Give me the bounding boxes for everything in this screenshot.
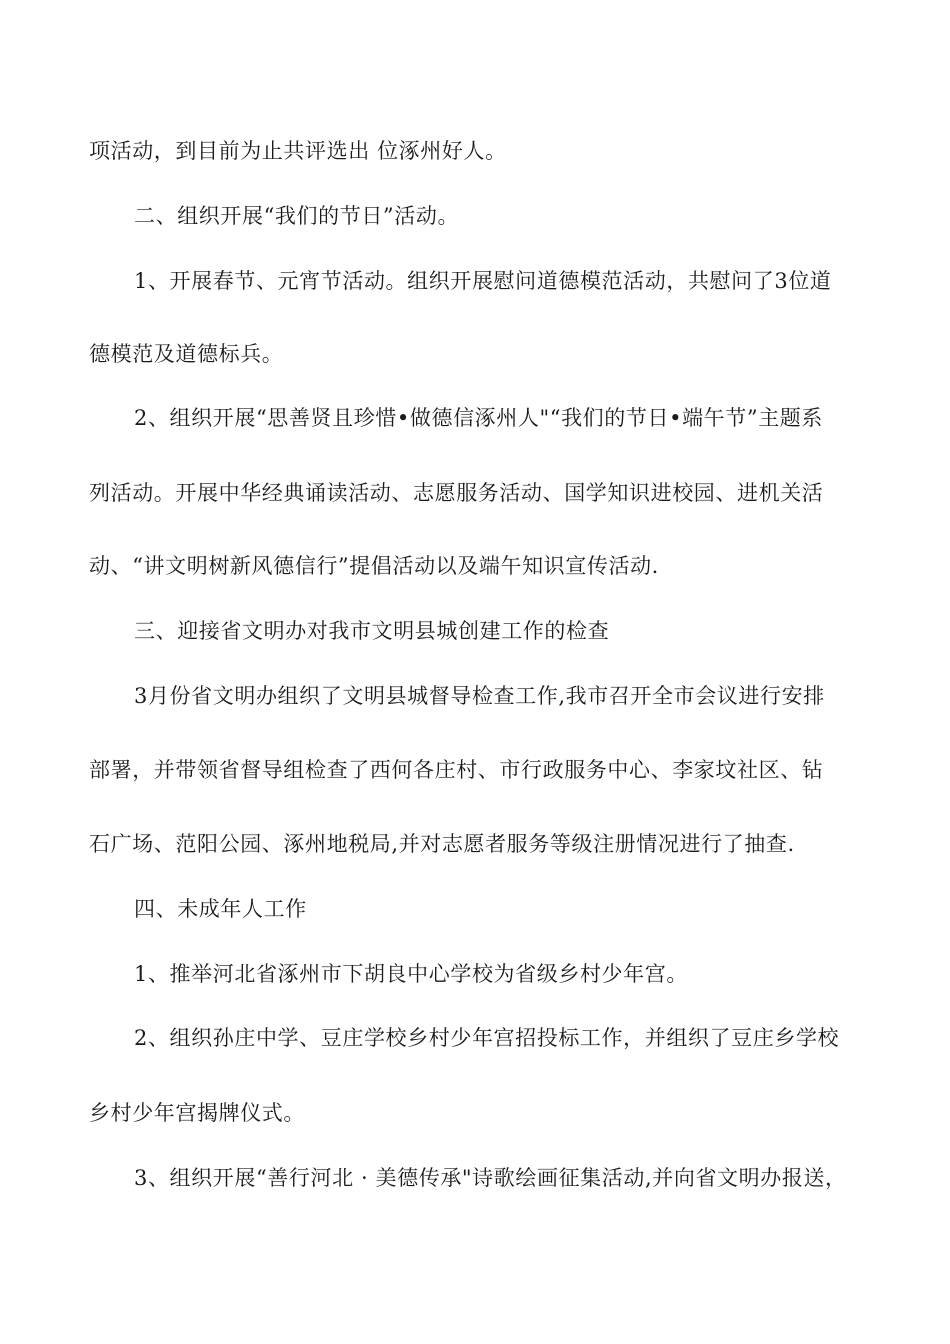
text-line: 3、组织开展“善行河北 · 美德传承"诗歌绘画征集活动,并向省文明办报送，	[134, 1166, 847, 1190]
text-line: 1、开展春节、元宵节活动。组织开展慰问道德模范活动，共慰问了3位道	[134, 269, 832, 293]
section-heading: 三、迎接省文明办对我市文明县城创建工作的检查	[134, 619, 610, 643]
text-line: 项活动，到目前为止共评选出 位涿州好人。	[89, 139, 507, 163]
text-line: 3月份省文明办组织了文明县城督导检查工作,我市召开全市会议进行安排	[134, 684, 825, 708]
text-line: 部署，并带领省督导组检查了西何各庄村、市行政服务中心、李家坟社区、钻	[89, 758, 824, 782]
section-heading: 四、未成年人工作	[134, 897, 307, 921]
text-line: 动、“讲文明树新风德信行”提倡活动以及端午知识宣传活动.	[89, 554, 659, 578]
text-line: 2、组织孙庄中学、豆庄学校乡村少年宫招投标工作，并组织了豆庄乡学校	[134, 1026, 840, 1050]
text-line: 2、组织开展“思善贤且珍惜•做德信涿州人"“我们的节日•端午节”主题系	[134, 406, 823, 430]
section-heading: 二、组织开展“我们的节日”活动。	[134, 204, 460, 228]
text-line: 德模范及道德标兵。	[89, 342, 284, 366]
text-line: 1、推举河北省涿州市下胡良中心学校为省级乡村少年宫。	[134, 962, 688, 986]
text-line: 列活动。开展中华经典诵读活动、志愿服务活动、国学知识进校园、进机关活	[89, 481, 824, 505]
text-line: 乡村少年宫揭牌仪式。	[89, 1101, 305, 1125]
text-line: 石广场、范阳公园、涿州地税局,并对志愿者服务等级注册情况进行了抽查.	[89, 832, 795, 856]
